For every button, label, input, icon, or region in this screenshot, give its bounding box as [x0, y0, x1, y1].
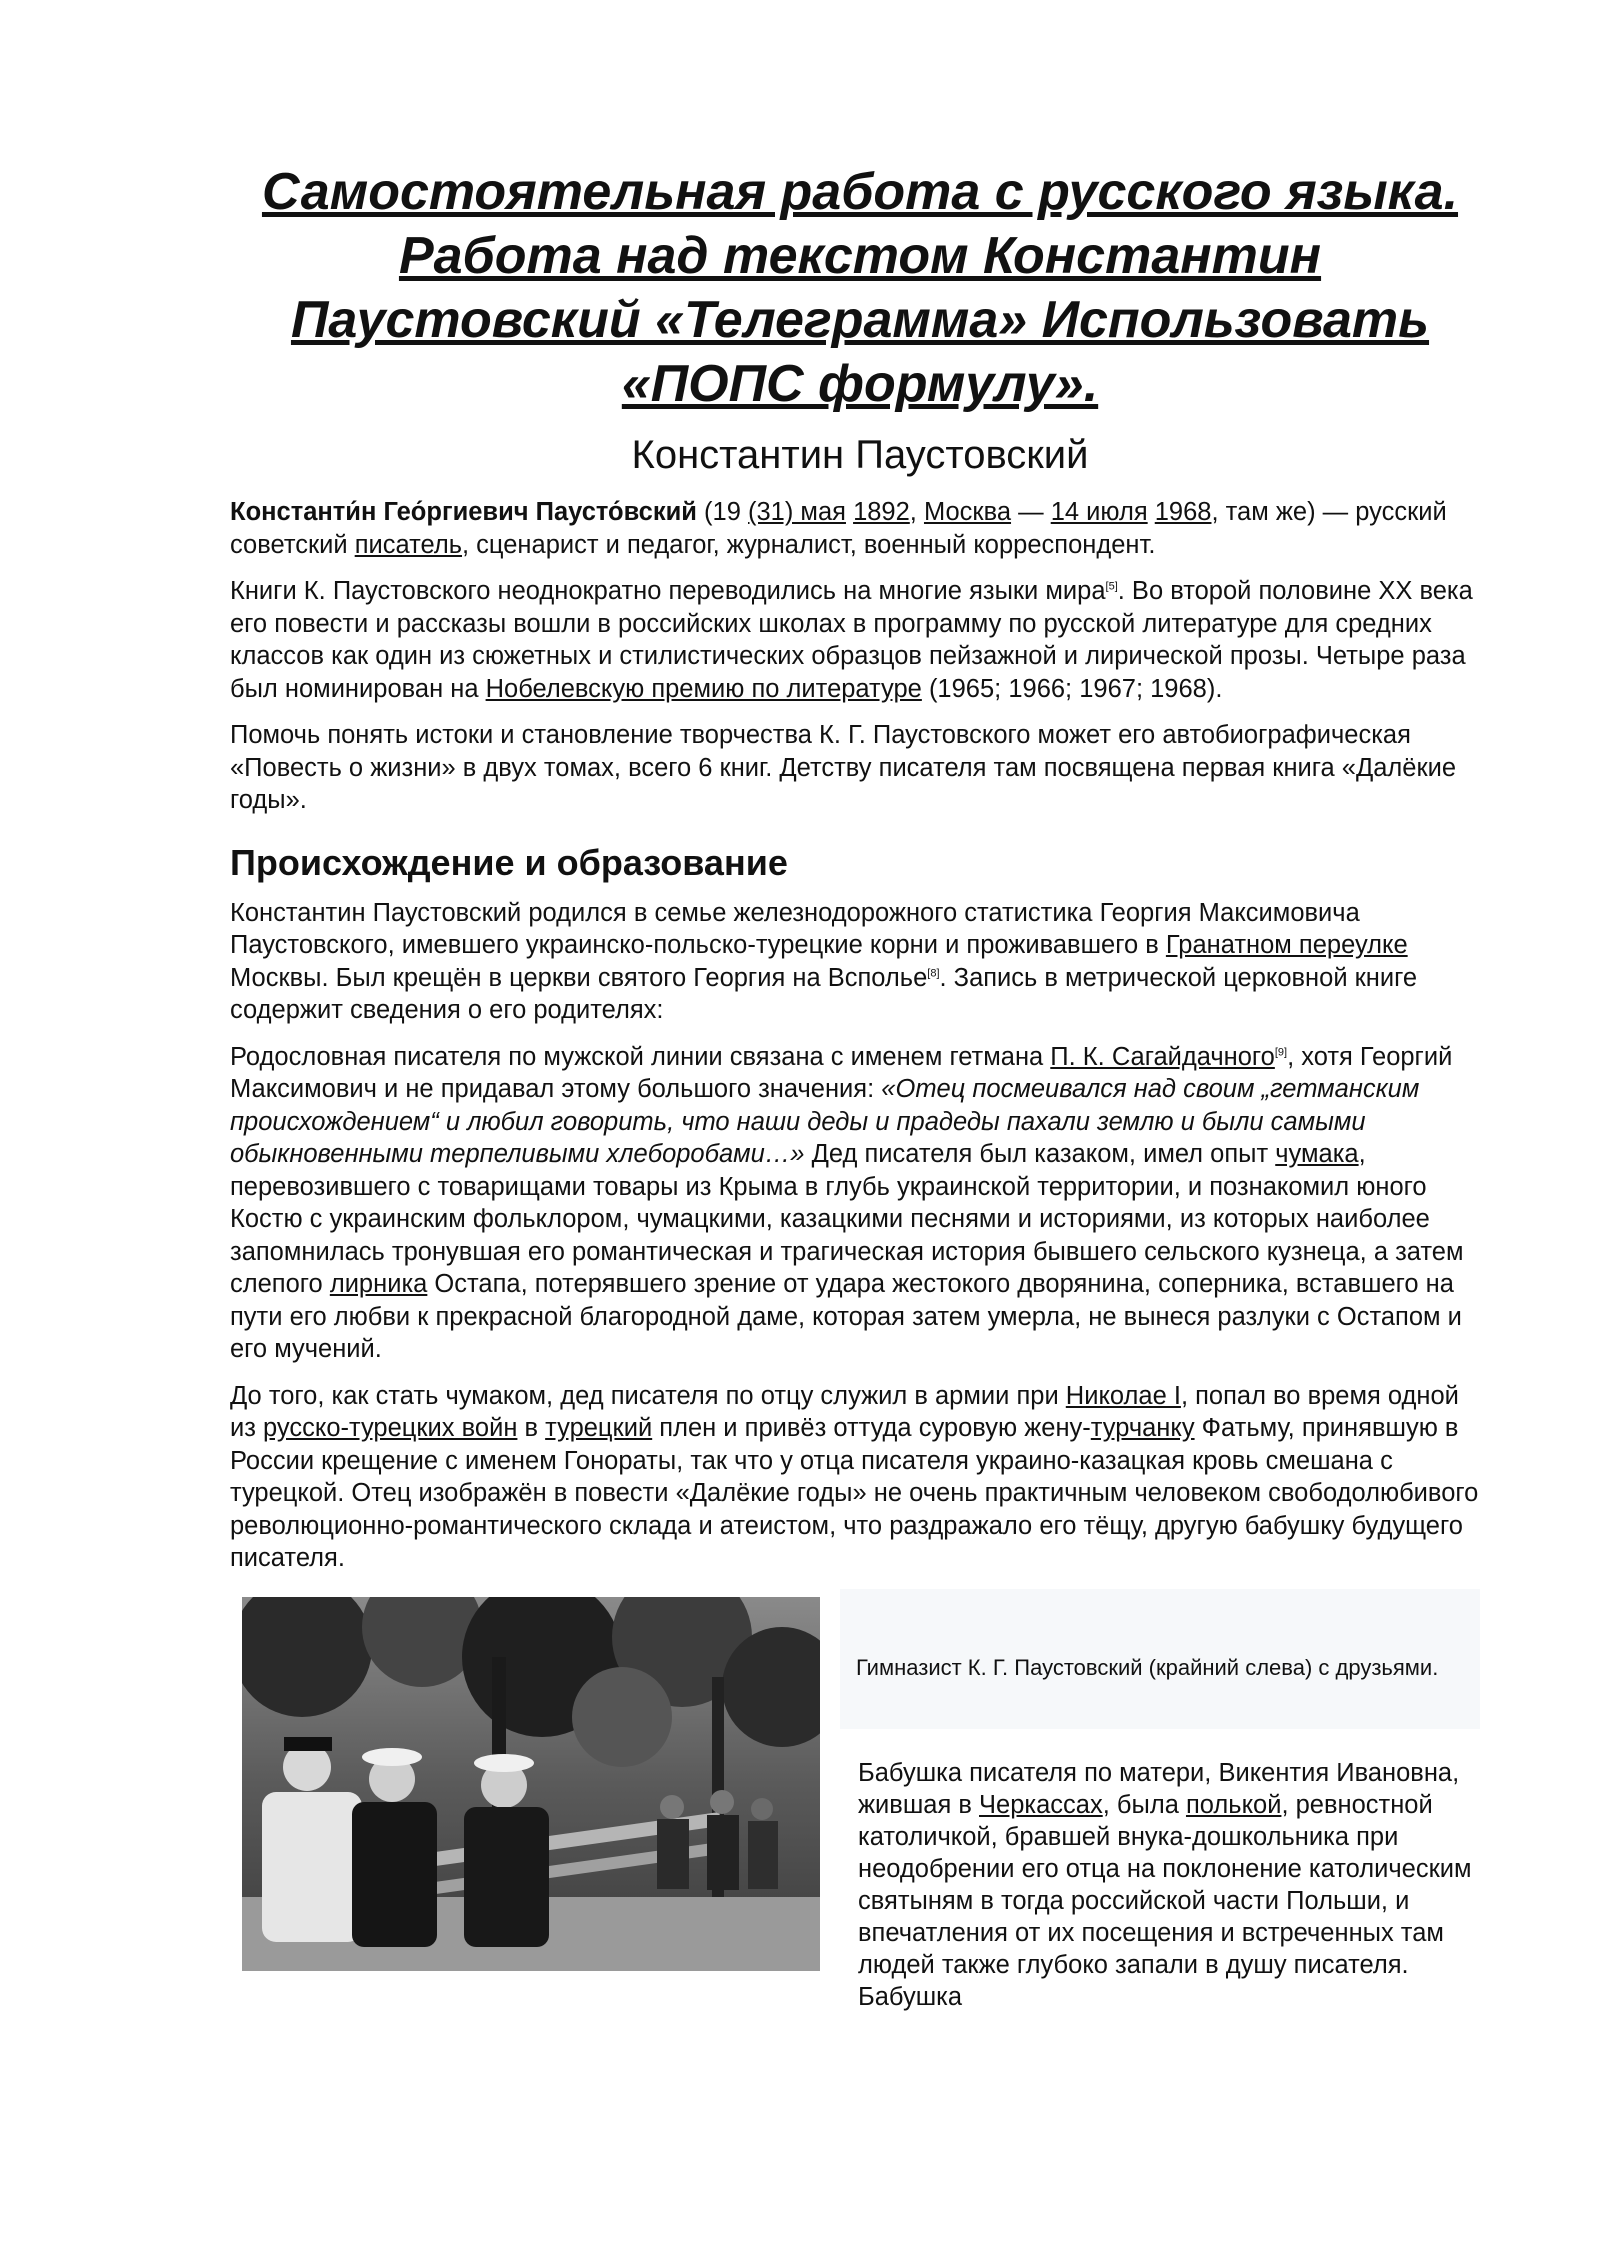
footnote-ref[interactable]: [9] [1274, 1046, 1288, 1058]
grandmother-paragraph: Бабушка писателя по матери, Викентия Ивановна, жившая в Черкассах, была полькой, ревностной католичкой, бравшей внука-дошкольника при неодобрении его отца на поклонение католическим святыням в тогда российской части Польши, и впечатления от их посещения и встреченных там людей также глубоко запали в душу писателя. Бабушка [858, 1758, 1472, 2011]
link-writer[interactable]: писатель [354, 530, 463, 559]
footnote-ref[interactable]: [5] [1105, 580, 1118, 593]
link-turkish[interactable]: турецкий [545, 1414, 653, 1442]
footnote-ref[interactable]: [8] [927, 967, 940, 979]
photo-caption: Гимназист К. Г. Паустовский (крайний слева) с друзьями. [856, 1654, 1439, 1680]
link-turkish-woman[interactable]: турчанку [1090, 1414, 1195, 1442]
link-death-date[interactable]: 14 июля [1050, 498, 1148, 526]
caption-box [840, 1589, 1480, 1729]
article-heading: Константин Паустовский [631, 433, 1089, 477]
intro-paragraph: Константи́н Гео́ргиевич Паусто́вский (19 (31) мая 1892, Москва — 14 июля 1968, там же) — русский советский писатель, сценарист и педагог, журналист, военный корреспондент. [230, 498, 1447, 559]
full-name: Константи́н Гео́ргиевич Паусто́вский [230, 498, 697, 526]
link-death-year[interactable]: 1968 [1154, 498, 1212, 526]
photo-section [230, 1589, 1490, 2009]
link-birth-date[interactable]: (31) мая [748, 498, 846, 526]
link-sagaidachny[interactable]: П. К. Сагайдачного [1050, 1042, 1275, 1071]
genealogy-paragraph: Родословная писателя по мужской линии связана с именем гетмана П. К. Сагайдачного[9], хотя Георгий Максимович и не придавал этому большого значения: «Отец посмеивался над своим „гетманским происхождением“ и любил говорить, что наши деды и прадеды пахали землю и были самыми обыкновенными терпеливыми хлеборобами…» Дед писателя был казаком, имел опыт чумака, перевозившего с товарищами товары из Крыма в глубь украинской территории, и познакомил юного Костю с украинским фольклором, чумацкими, казацкими песнями и историями, из которых наиболее запомнилась тронувшая его романтическая и трагическая история бывшего сельского кузнеца, а затем слепого лирника Остапа, потерявшего зрение от удара жестокого дворянина, соперника, вставшего на пути его любви к прекрасной благородной даме, которая затем умерла, не вынеся разлуки с Остапом и его мучений. [230, 1042, 1464, 1363]
link-cherkassy[interactable]: Черкассах [979, 1790, 1103, 1819]
link-birth-year[interactable]: 1892 [853, 498, 910, 526]
father-quote: «Отец посмеивался над своим „гетманским происхождением“ и любил говорить, что наши деды и прадеды пахали землю и были самыми обыкновенными терпеливыми хлеборобами…» [230, 1075, 1420, 1168]
section-heading-origin: Происхождение и образование [230, 841, 788, 883]
link-lirnik[interactable]: лирника [329, 1270, 428, 1298]
link-nobel-prize[interactable]: Нобелевскую премию по литературе [485, 674, 922, 703]
link-polish-woman[interactable]: полькой [1185, 1790, 1282, 1819]
birth-paragraph: Константин Паустовский родился в семье железнодорожного статистика Георгия Максимовича Паустовского, имевшего украинско-польско-турецкие корни и проживавшего в Гранатном переулке Москвы. Был крещён в церкви святого Георгия на Всполье[8]. Запись в метрической церковной книге содержит сведения о его родителях: [230, 898, 1418, 1024]
document-page [230, 160, 1490, 2009]
link-nicholas-i[interactable]: Николае I [1065, 1381, 1181, 1410]
gymnasium-photo [242, 1597, 820, 1971]
document-title: Самостоятельная работа с русского языка. Работа над текстом Константин Паустовский «Телеграмма» Использовать «ПОПС формулу». [261, 163, 1459, 413]
translations-paragraph: Книги К. Паустовского неоднократно переводились на многие языки мира[5]. Во второй половине XX века его повести и рассказы вошли в российских школах в программу по русской литературе для средних классов как один из сюжетных и стилистических образцов пейзажной и лирической прозы. Четыре раза был номинирован на Нобелевскую премию по литературе (1965; 1966; 1967; 1968). [230, 577, 1473, 703]
link-moscow[interactable]: Москва [923, 498, 1012, 526]
autobiography-paragraph: Помочь понять истоки и становление творчества К. Г. Паустовского может его автобиографическая «Повесть о жизни» в двух томах, всего 6 книг. Детству писателя там посвящена первая книга «Далёкие годы». [230, 721, 1457, 814]
photo-illustration [242, 1597, 820, 1971]
link-granatny-lane[interactable]: Гранатном переулке [1165, 931, 1408, 959]
grandfather-paragraph: До того, как стать чумаком, дед писателя по отцу служил в армии при Николае I, попал во время одной из русско-турецких войн в турецкий плен и привёз оттуда суровую жену-турчанку Фатьму, принявшую в России крещение с именем Гонораты, так что у отца писателя украино-казацкая кровь смешана с турецкой. Отец изображён в повести «Далёкие годы» не очень практичным человеком свободолюбивого революционно-романтического склада и атеистом, что раздражало его тёщу, другую бабушку будущего писателя. [230, 1381, 1479, 1572]
link-russo-turkish-wars[interactable]: русско-турецких войн [263, 1414, 518, 1442]
link-chumak[interactable]: чумака [1275, 1140, 1359, 1168]
